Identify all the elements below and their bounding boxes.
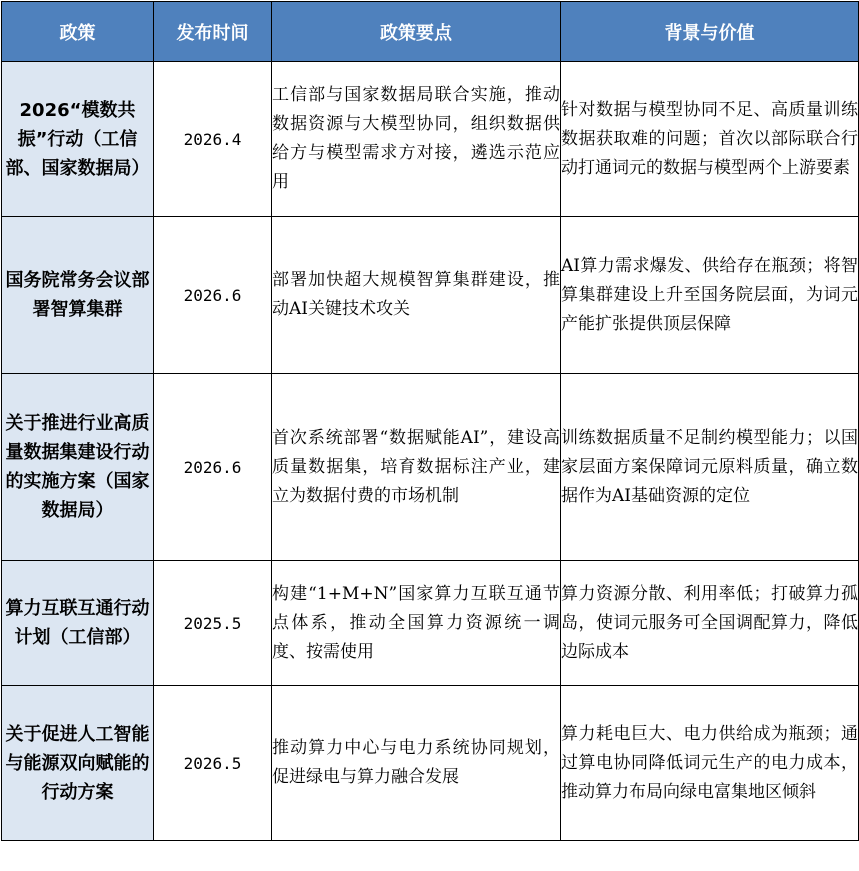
- header-policy: 政策: [2, 2, 154, 62]
- policy-name: 国务院常务会议部署智算集群: [2, 217, 154, 374]
- policy-name: 关于推进行业高质量数据集建设行动的实施方案（国家数据局）: [2, 374, 154, 561]
- policy-background: 算力耗电巨大、电力供给成为瓶颈；通过算电协同降低词元生产的电力成本，推动算力布局向绿电富集地区倾斜: [561, 686, 859, 841]
- release-date: 2025.5: [154, 561, 272, 686]
- release-date: 2026.4: [154, 62, 272, 217]
- policy-name: 算力互联互通行动计划（工信部）: [2, 561, 154, 686]
- table-row: [2, 374, 859, 561]
- header-row: [2, 2, 859, 62]
- release-date: 2026.6: [154, 217, 272, 374]
- policy-name: 2026“模数共振”行动（工信部、国家数据局）: [2, 62, 154, 217]
- policy-background: 算力资源分散、利用率低；打破算力孤岛，使词元服务可全国调配算力，降低边际成本: [561, 561, 859, 686]
- policy-points: 首次系统部署“数据赋能AI”，建设高质量数据集，培育数据标注产业，建立为数据付费的市场机制: [272, 374, 561, 561]
- release-date: 2026.5: [154, 686, 272, 841]
- policy-background: 训练数据质量不足制约模型能力；以国家层面方案保障词元原料质量，确立数据作为AI基础资源的定位: [561, 374, 859, 561]
- policy-points: 工信部与国家数据局联合实施，推动数据资源与大模型协同，组织数据供给方与模型需求方对接，遴选示范应用: [272, 62, 561, 217]
- policy-table: [1, 1, 859, 841]
- policy-points: 构建“1+M+N”国家算力互联互通节点体系，推动全国算力资源统一调度、按需使用: [272, 561, 561, 686]
- table-row: [2, 217, 859, 374]
- policy-points: 推动算力中心与电力系统协同规划，促进绿电与算力融合发展: [272, 686, 561, 841]
- policy-background: AI算力需求爆发、供给存在瓶颈；将智算集群建设上升至国务院层面，为词元产能扩张提供顶层保障: [561, 217, 859, 374]
- policy-background: 针对数据与模型协同不足、高质量训练数据获取难的问题；首次以部际联合行动打通词元的数据与模型两个上游要素: [561, 62, 859, 217]
- policy-name: 关于促进人工智能与能源双向赋能的行动方案: [2, 686, 154, 841]
- release-date: 2026.6: [154, 374, 272, 561]
- table-row: [2, 62, 859, 217]
- policy-points: 部署加快超大规模智算集群建设，推动AI关键技术攻关: [272, 217, 561, 374]
- table-row: [2, 561, 859, 686]
- header-points: 政策要点: [272, 2, 561, 62]
- header-date: 发布时间: [154, 2, 272, 62]
- table-row: [2, 686, 859, 841]
- header-background: 背景与价值: [561, 2, 859, 62]
